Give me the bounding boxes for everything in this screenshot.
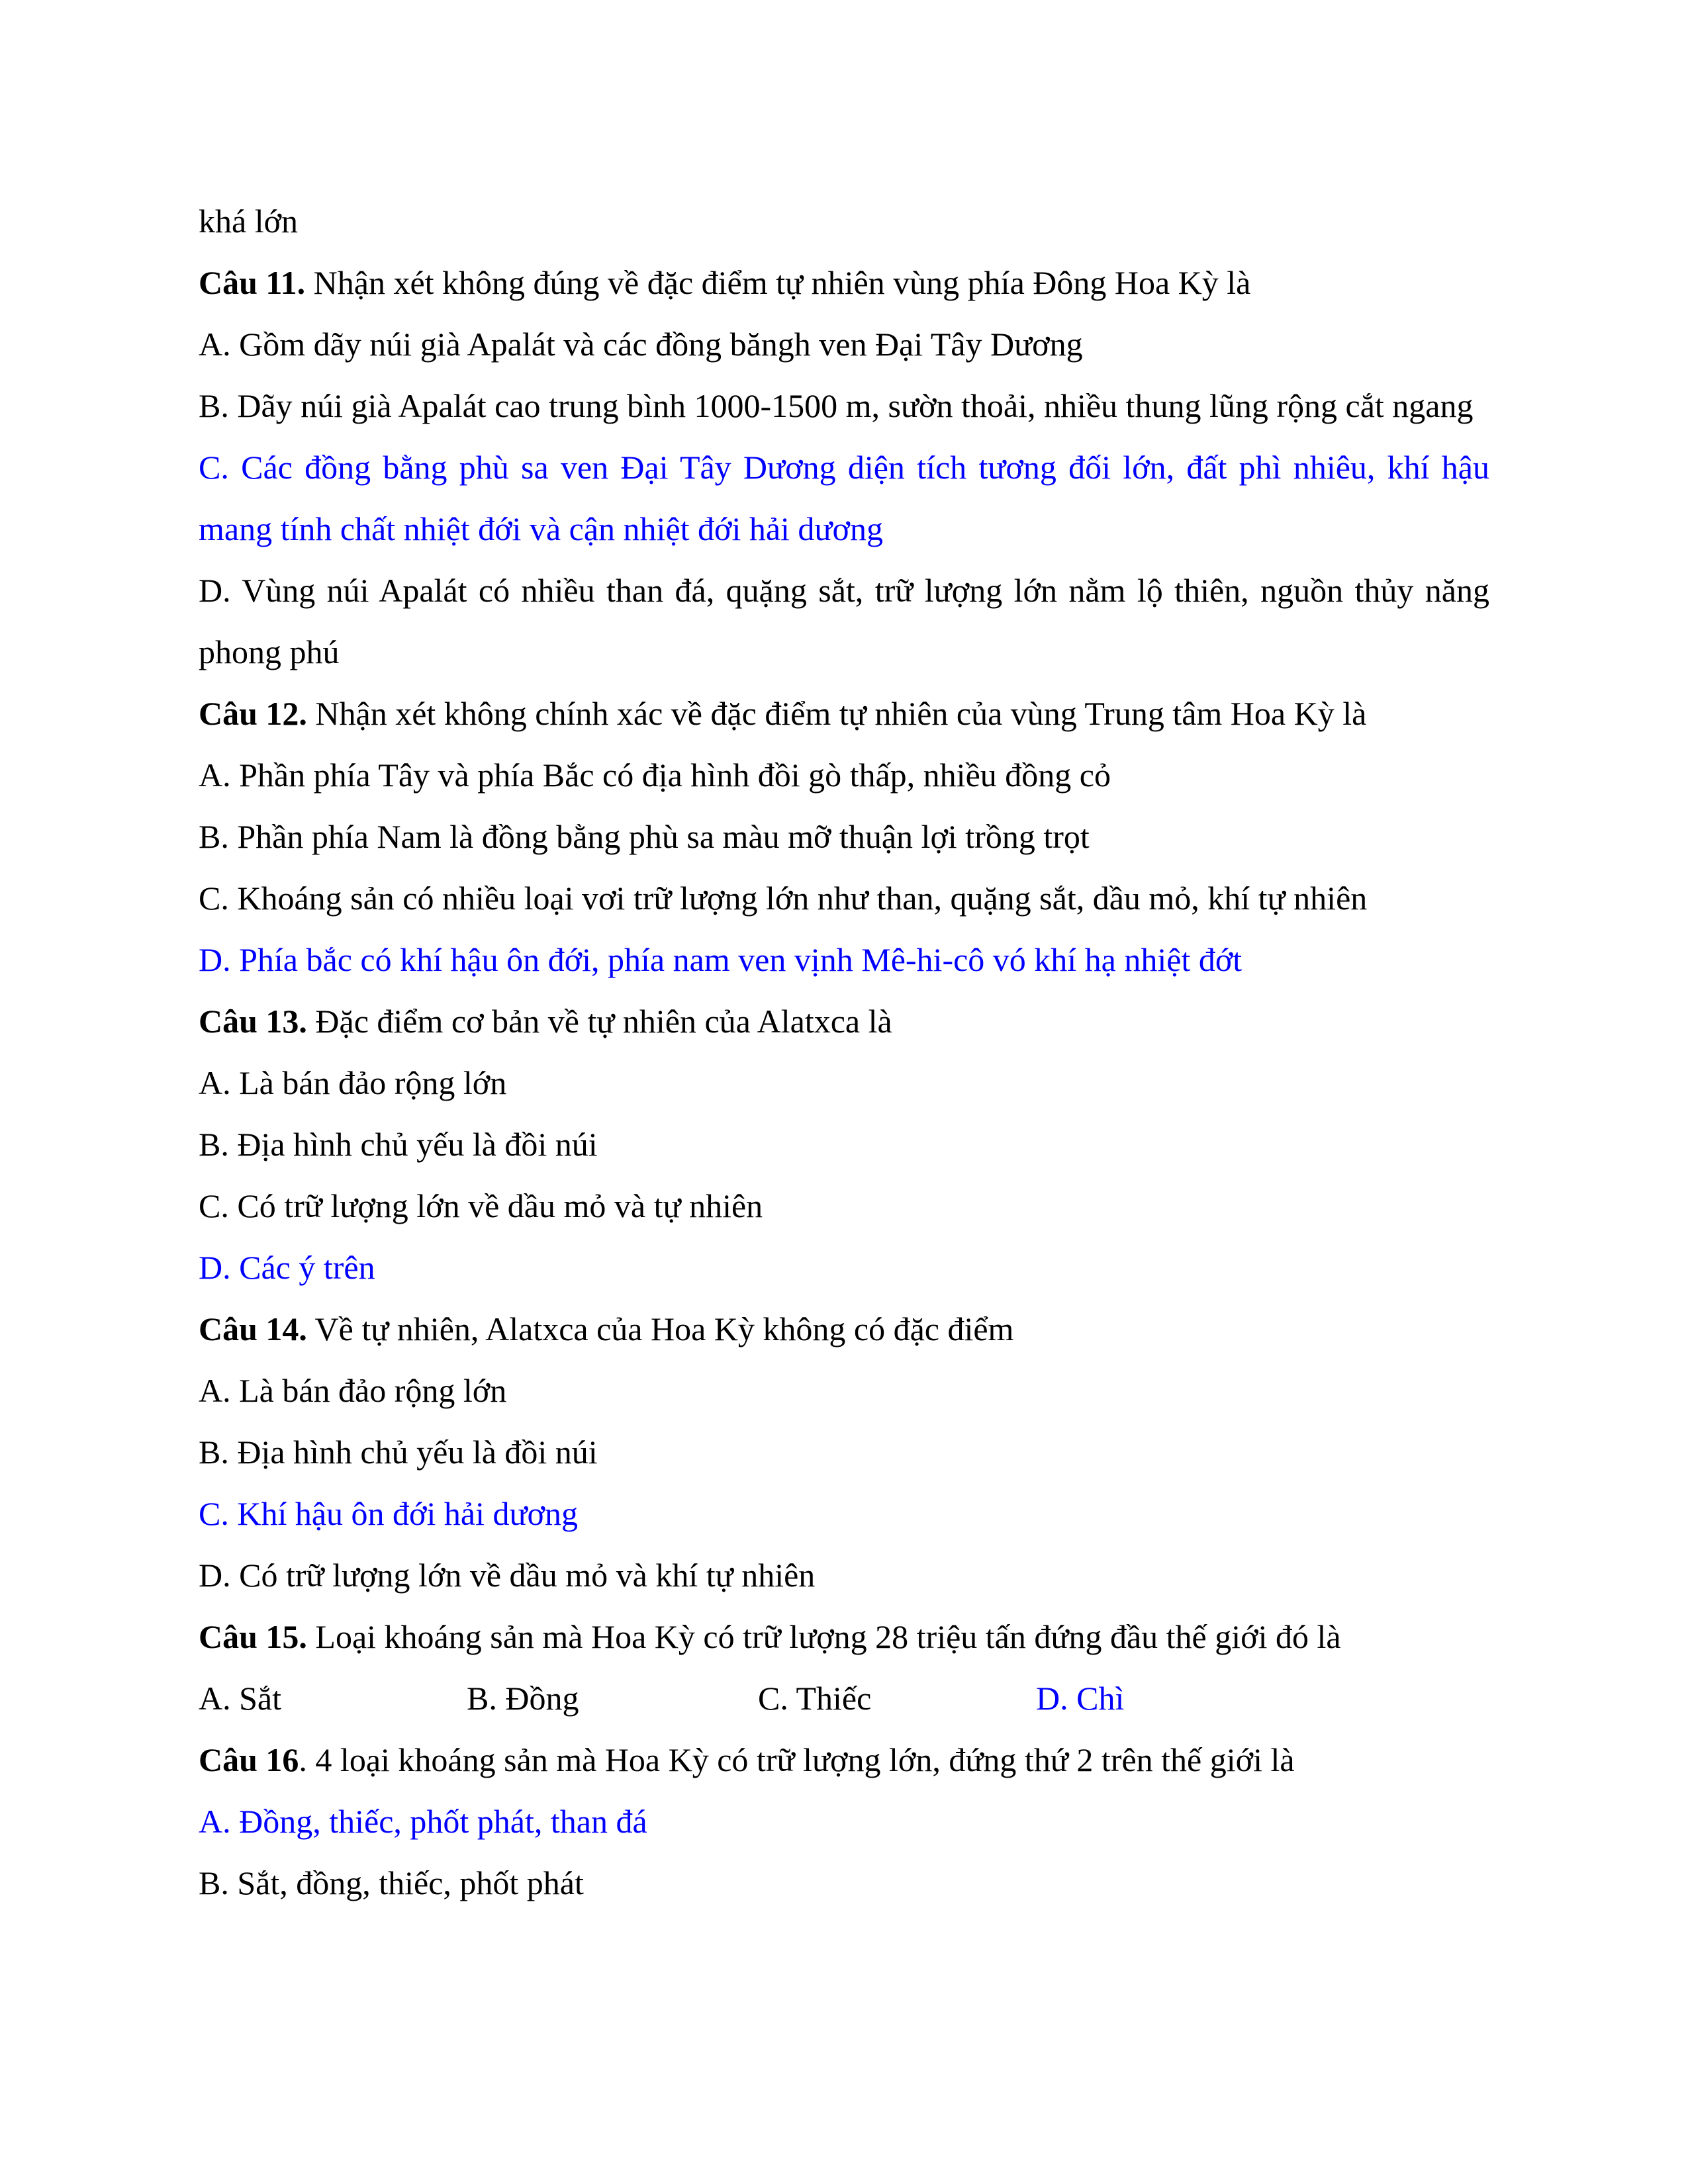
question-11-option-a: A. Gồm dãy núi già Apalát và các đồng băngh ven Đại Tây Dương [199,326,1083,363]
question-13-text: Đặc điểm cơ bản về tự nhiên của Alatxca là [306,1003,892,1040]
question-11 [199,252,1489,314]
question-12-option-b: B. Phần phía Nam là đồng bằng phù sa màu mỡ thuận lợi trồng trọt [199,818,1090,855]
question-13-option-d: D. Các ý trên [199,1249,375,1286]
question-14-label: Câu 14. [199,1310,307,1347]
question-12 [199,683,1489,745]
question-13-option-b: B. Địa hình chủ yếu là đồi núi [199,1126,598,1163]
question-13-option-c: C. Có trữ lượng lớn về dầu mỏ và tự nhiên [199,1187,763,1224]
question-14-option-d: D. Có trữ lượng lớn về dầu mỏ và khí tự nhiên [199,1557,816,1594]
question-14-text: Về tự nhiên, Alatxca của Hoa Kỳ không có đặc điểm [306,1310,1014,1347]
question-14-option-a: A. Là bán đảo rộng lớn [199,1372,507,1409]
question-16 [199,1729,1489,1791]
document-body [199,191,1489,1914]
question-15-option-d: D. Chì [1036,1680,1125,1717]
question-11-option-d: D. Vùng núi Apalát có nhiều than đá, quặng sắt, trữ lượng lớn nằm lộ thiên, nguồn thủy năng phong phú [199,572,1489,670]
question-16-label: Câu 16 [199,1741,299,1778]
question-13-option-a: A. Là bán đảo rộng lớn [199,1064,507,1101]
question-16-option-b: B. Sắt, đồng, thiếc, phốt phát [199,1864,584,1901]
question-14-option-c: C. Khí hậu ôn đới hải dương [199,1495,578,1532]
question-15 [199,1606,1489,1668]
question-12-option-a: A. Phần phía Tây và phía Bắc có địa hình đồi gò thấp, nhiều đồng cỏ [199,756,1111,794]
question-15-options [199,1668,1489,1729]
question-14 [199,1298,1489,1360]
question-11-option-c: C. Các đồng bằng phù sa ven Đại Tây Dương diện tích tương đối lớn, đất phì nhiêu, khí hậu mang tính chất nhiệt đới và cận nhiệt đới hải dương [199,449,1489,547]
question-15-option-c: C. Thiếc [758,1680,872,1717]
question-16-option-a: A. Đồng, thiếc, phốt phát, than đá [199,1803,647,1840]
question-12-label: Câu 12. [199,695,307,732]
question-15-option-b: B. Đồng [467,1680,579,1717]
question-11-text: Nhận xét không đúng về đặc điểm tự nhiên vùng phía Đông Hoa Kỳ là [305,264,1251,301]
question-15-text: Loại khoáng sản mà Hoa Kỳ có trữ lượng 28 triệu tấn đứng đầu thế giới đó là [306,1618,1341,1655]
question-11-label: Câu 11. [199,264,306,301]
question-16-text: . 4 loại khoáng sản mà Hoa Kỳ có trữ lượng lớn, đứng thứ 2 trên thế giới là [299,1741,1295,1778]
question-12-text: Nhận xét không chính xác về đặc điểm tự nhiên của vùng Trung tâm Hoa Kỳ là [306,695,1367,732]
question-11-option-b: B. Dãy núi già Apalát cao trung bình 1000-1500 m, sườn thoải, nhiều thung lũng rộng cắt ngang [199,387,1474,424]
question-12-option-d: D. Phía bắc có khí hậu ôn đới, phía nam ven vịnh Mê-hi-cô vó khí hạ nhiệt đớt [199,941,1243,978]
question-15-label: Câu 15. [199,1618,307,1655]
question-13 [199,991,1489,1052]
question-15-option-a: A. Sắt [199,1680,281,1717]
previous-answer-tail: khá lớn [199,203,299,240]
question-13-label: Câu 13. [199,1003,307,1040]
question-12-option-c: C. Khoáng sản có nhiều loại vơi trữ lượng lớn như than, quặng sắt, dầu mỏ, khí tự nhiên [199,880,1368,917]
question-14-option-b: B. Địa hình chủ yếu là đồi núi [199,1433,598,1471]
